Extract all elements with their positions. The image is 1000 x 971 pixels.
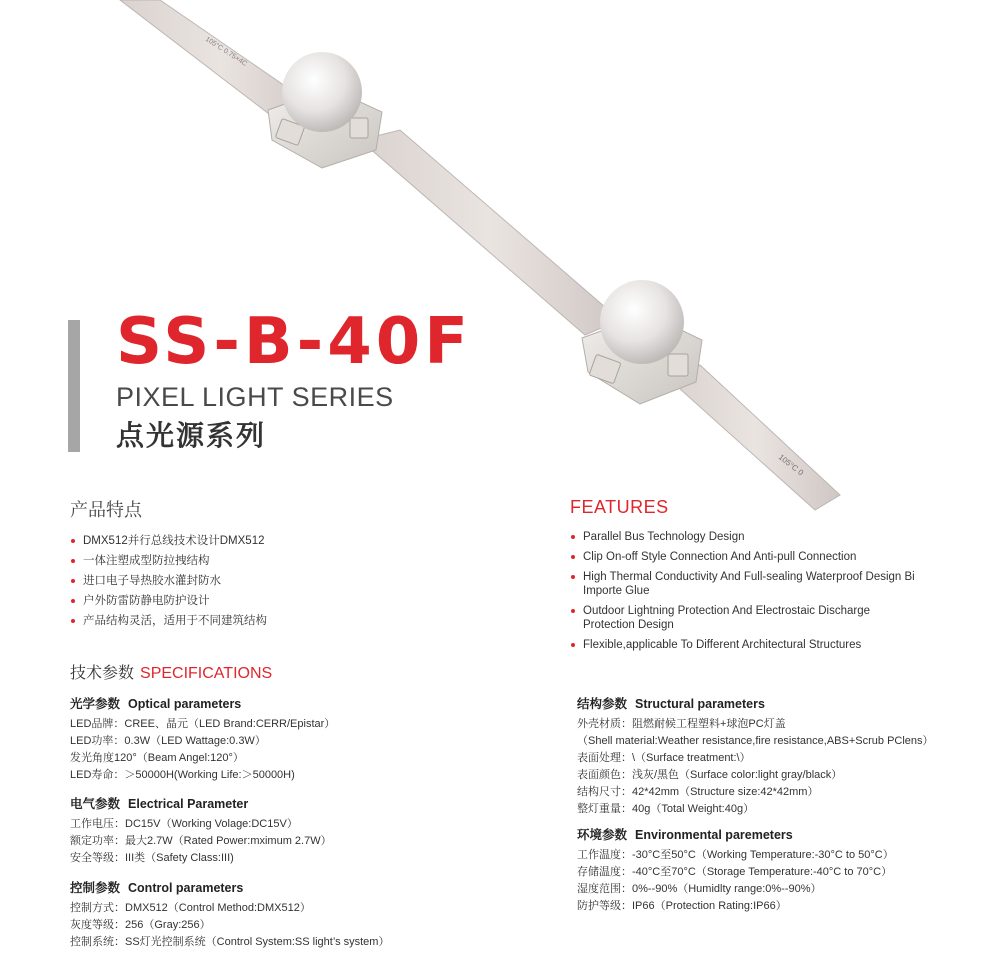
list-item: 户外防雷防静电防护设计 — [70, 594, 383, 608]
list-item: DMX512并行总线技术设计DMX512 — [70, 534, 383, 548]
accent-bar — [68, 320, 80, 452]
spec-line: LED品牌：CREE、晶元（LED Brand:CERR/Epistar） — [70, 718, 336, 730]
features-cn-section — [70, 496, 383, 634]
list-item: Flexible,applicable To Different Architectural Structures — [570, 638, 923, 652]
optical-params — [70, 694, 335, 784]
structural-params — [577, 694, 934, 818]
list-item: 产品结构灵活，适用于不同建筑结构 — [70, 614, 383, 628]
list-item: 一体注塑成型防拉拽结构 — [70, 554, 383, 568]
spec-line: 额定功率：最大2.7W（Rated Power:mximum 2.7W） — [70, 835, 332, 847]
pixel-node-upper — [268, 52, 382, 168]
spec-line: 防护等级：IP66（Protection Rating:IP66） — [577, 900, 787, 912]
spec-line: 控制方式：DMX512（Control Method:DMX512） — [70, 902, 311, 914]
environmental-title — [577, 825, 894, 843]
control-params — [70, 878, 389, 951]
optical-title-cn: 光学参数 — [70, 697, 121, 711]
control-title — [70, 878, 389, 896]
spec-line: 湿度范围：0%--90%（Humidlty range:0%--90%） — [577, 883, 822, 895]
structural-title — [577, 694, 934, 712]
features-cn-list — [70, 534, 383, 628]
structural-title-cn: 结构参数 — [577, 697, 628, 711]
features-en-list — [570, 530, 923, 652]
spec-line: 外壳材质：阻燃耐候工程塑料+球泡PC灯盖 — [577, 718, 786, 730]
list-item: Parallel Bus Technology Design — [570, 530, 923, 544]
model-title: SS-B-40F — [116, 305, 472, 379]
spec-line: 表面颜色：浅灰/黑色（Surface color:light gray/black） — [577, 769, 843, 781]
features-cn-title: 产品特点 — [70, 500, 142, 520]
series-title-en: PIXEL LIGHT SERIES — [116, 382, 394, 412]
specs-heading-cn: 技术参数 — [70, 665, 135, 682]
structural-title-en: Structural parameters — [635, 697, 765, 711]
series-title-cn: 点光源系列 — [116, 420, 267, 451]
spec-line: LED功率：0.3W（LED Wattage:0.3W） — [70, 735, 266, 747]
spec-line: 整灯重量：40g（Total Weight:40g） — [577, 803, 755, 815]
optical-title — [70, 694, 335, 712]
spec-line: 安全等级：III类（Safety Class:III) — [70, 852, 234, 864]
spec-line: 灰度等级：256（Gray:256） — [70, 919, 211, 931]
wire-label-bottom: 105°C 0 — [776, 452, 806, 478]
environmental-title-en: Environmental paremeters — [635, 828, 793, 842]
specs-heading-en: SPECIFICATIONS — [140, 665, 273, 682]
spec-line: 存储温度：-40°C至70°C（Storage Temperature:-40°C to 70°C） — [577, 866, 893, 878]
spec-line: 结构尺寸：42*42mm（Structure size:42*42mm） — [577, 786, 819, 798]
wire-label-top: 105°C 0.75×4C — [203, 35, 249, 68]
list-item: 进口电子导热胶水灌封防水 — [70, 574, 383, 588]
spec-line: 表面处理：\（Surface treatment:\） — [577, 752, 751, 764]
features-en-section — [570, 497, 923, 658]
electrical-title — [70, 794, 332, 812]
spec-line: LED寿命：＞50000H(Working Life:＞50000H) — [70, 769, 295, 781]
electrical-params — [70, 794, 332, 867]
list-item: Clip On-off Style Connection And Anti-pull Connection — [570, 550, 923, 564]
electrical-title-en: Electrical Parameter — [128, 797, 249, 811]
spec-line: 发光角度120°（Beam Angel:120°） — [70, 752, 244, 764]
environmental-title-cn: 环境参数 — [577, 828, 628, 842]
environmental-params — [577, 825, 894, 915]
spec-line: 控制系统：SS灯光控制系统（Control System:SS light’s system） — [70, 936, 390, 948]
control-title-en: Control parameters — [128, 881, 244, 895]
spec-line: 工作温度：-30°C至50°C（Working Temperature:-30°C to 50°C） — [577, 849, 894, 861]
spec-line: 工作电压：DC15V（Working Volage:DC15V） — [70, 818, 298, 830]
list-item: High Thermal Conductivity And Full-sealing Waterproof Design Bi Importe Glue — [570, 570, 923, 598]
control-title-cn: 控制参数 — [70, 881, 121, 895]
electrical-title-cn: 电气参数 — [70, 797, 121, 811]
spec-line: （Shell material:Weather resistance,fire resistance,ABS+Scrub PClens） — [577, 735, 934, 747]
optical-title-en: Optical parameters — [128, 697, 242, 711]
features-en-title: FEATURES — [570, 497, 669, 517]
list-item: Outdoor Lightning Protection And Electrostaic Discharge Protection Design — [570, 604, 923, 632]
pixel-node-lower — [582, 280, 702, 404]
specs-heading — [70, 660, 272, 683]
